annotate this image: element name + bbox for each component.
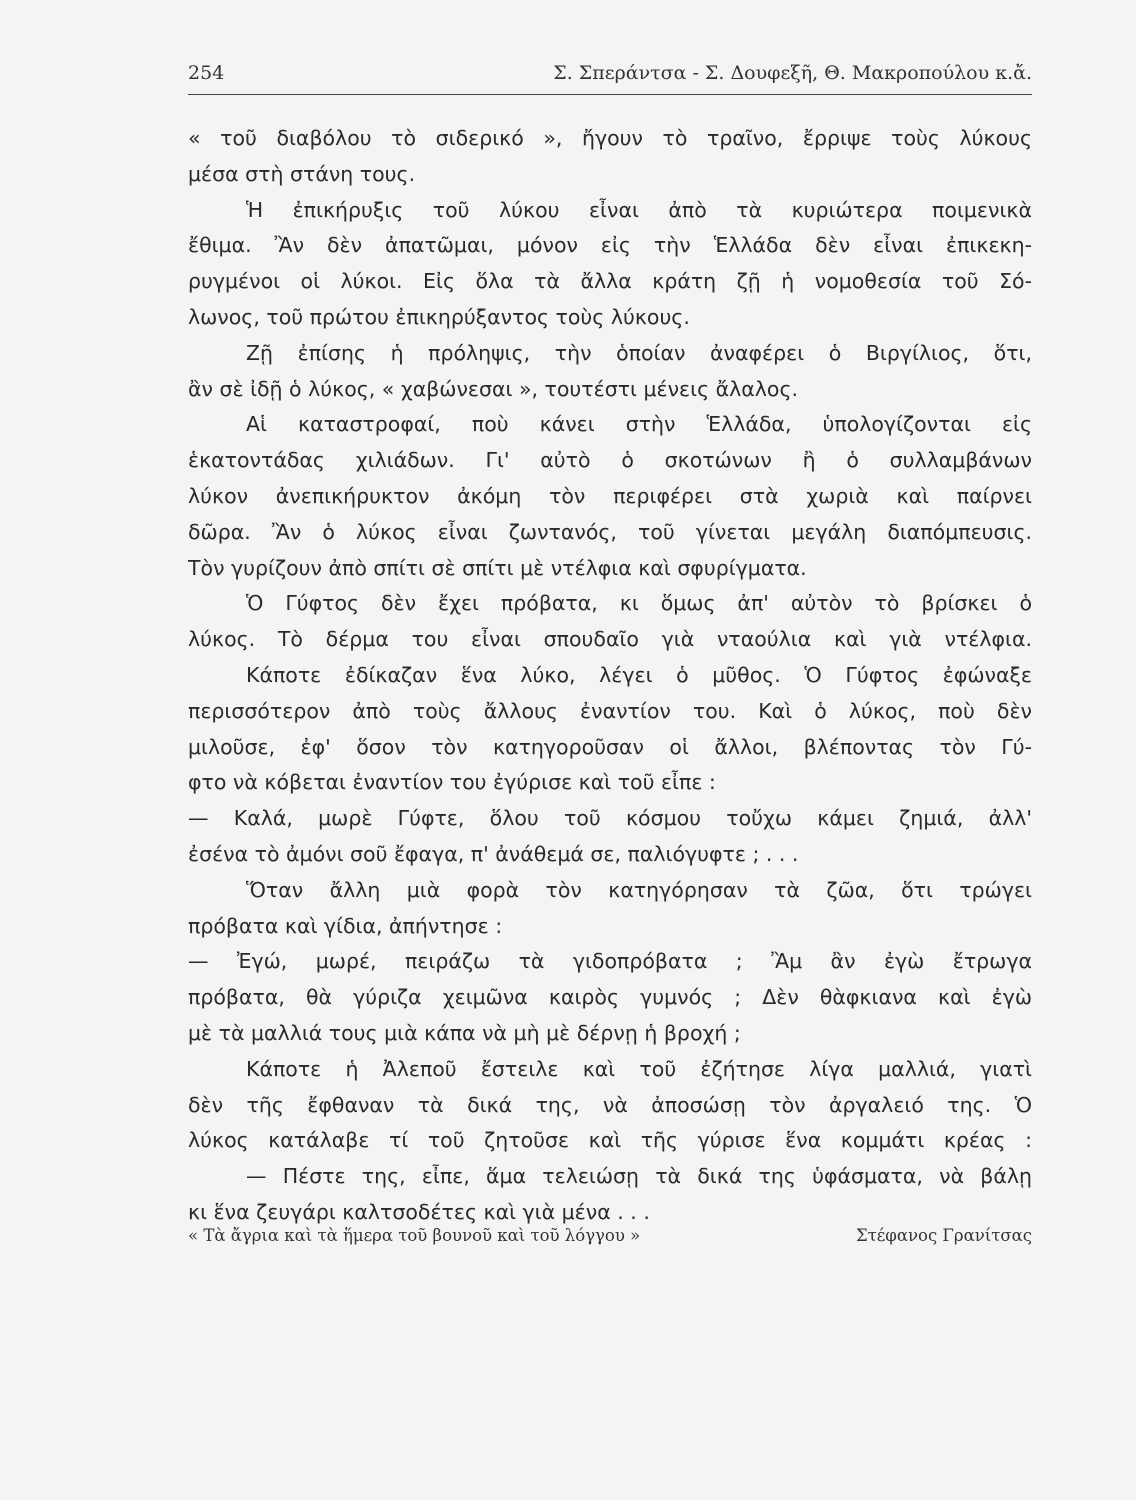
text-line: φτο νὰ κόβεται ἐναντίον του ἐγύρισε καὶ τοῦ εἶπε : xyxy=(188,770,716,795)
text-line: ἔθιμα. Ἂν δὲν ἀπατῶμαι, μόνον εἰς τὴν Ἑλλάδα δὲν εἶναι ἐπικεκη- xyxy=(188,233,1032,258)
text-line: Κάποτε ἡ Ἀλεπoῦ ἔστειλε καὶ τοῦ ἐζήτησε λίγα μαλλιά, γιατὶ xyxy=(246,1056,1032,1081)
running-header xyxy=(188,52,1032,86)
source-caption xyxy=(188,1222,1032,1252)
caption-author: Στέφανος Γρανίτσας xyxy=(855,1226,1032,1245)
text-line: — Καλά, μωρὲ Γύφτε, ὅλου τοῦ κόσμου τοὔχω κάμει ζημιά, ἀλλ' xyxy=(188,806,1032,831)
text-line: Κάποτε ἐδίκαζαν ἕνα λύκο, λέγει ὁ μῦθος. Ὁ Γύφτος ἐφώναξε xyxy=(246,662,1032,687)
text-line: Ὅταν ἄλλη μιὰ φορὰ τὸν κατηγόρησαν τὰ ζῶα, ὅτι τρώγει xyxy=(246,877,1032,902)
text-line: λύκον ἀνεπικήρυκτον ἀκόμη τὸν περιφέρει στὰ χωριὰ καὶ παίρνει xyxy=(188,483,1032,508)
text-line: κι ἕνα ζευγάρι καλτσοδέτες καὶ γιὰ μένα . . . xyxy=(188,1199,650,1224)
text-line: « τοῦ διαβόλου τὸ σιδερικό », ἤγουν τὸ τραῖνο, ἔρριψε τοὺς λύκους xyxy=(188,126,1032,150)
text-line: πρόβατα, θὰ γύριζα χειμῶνα καιρὸς γυμνός ; Δὲν θὰφκιανα καὶ ἐγὼ xyxy=(188,985,1032,1010)
text-line: δῶρα. Ἂν ὁ λύκος εἶναι ζωντανός, τοῦ γίνεται μεγάλη διαπόμπευσις. xyxy=(188,519,1032,544)
text-line: περισσότερον ἀπὸ τοὺς ἄλλους ἐναντίον του. Καὶ ὁ λύκος, ποὺ δὲν xyxy=(188,698,1032,723)
page-number: 254 xyxy=(188,62,225,84)
text-line: λωνος, τοῦ πρώτου ἐπικηρύξαντος τοὺς λύκους. xyxy=(188,304,690,329)
text-line: ἐσένα τὸ ἀμόνι σοῦ ἔφαγα, π' ἀνάθεμά σε, παλιόγυφτε ; . . . xyxy=(188,841,799,866)
text-line: πρόβατα καὶ γίδια, ἀπήντησε : xyxy=(188,913,503,938)
caption-source: « Τὰ ἄγρια καὶ τὰ ἥμερα τοῦ βουνοῦ καὶ τοῦ λόγγου » xyxy=(188,1226,641,1245)
text-line: Ζῇ ἐπίσης ἡ πρόληψις, τὴν ὁποίαν ἀναφέρει ὁ Βιργίλιος, ὅτι, xyxy=(246,340,1032,365)
text-line: Τὸν γυρίζουν ἀπὸ σπίτι σὲ σπίτι μὲ ντέλφια καὶ σφυρίγματα. xyxy=(188,555,807,580)
text-line: δὲν τῆς ἔφθαναν τὰ δικά της, νὰ ἀποσώσῃ τὸν ἀργαλειό της. Ὁ xyxy=(188,1092,1032,1117)
text-line: Ὁ Γύφτος δὲν ἔχει πρόβατα, κι ὅμως ἀπ' αὐτὸν τὸ βρίσκει ὁ xyxy=(246,591,1032,616)
text-line: ἂν σὲ ἰδῇ ὁ λύκος, « χαβώνεσαι », τουτέστι μένεις ἄλαλος. xyxy=(188,376,799,401)
text-line: μιλοῦσε, ἐφ' ὅσον τὸν κατηγοροῦσαν οἱ ἄλλοι, βλέποντας τὸν Γύ- xyxy=(188,734,1032,759)
text-line: ἑκατοντάδας χιλιάδων. Γι' αὐτὸ ὁ σκοτώνων ἢ ὁ συλλαμβάνων xyxy=(188,448,1032,473)
text-line: μὲ τὰ μαλλιά τους μιὰ κάπα νὰ μὴ μὲ δέρνῃ ἡ βροχή ; xyxy=(188,1020,741,1045)
text-line: — Ἐγώ, μωρέ, πειράζω τὰ γιδοπρόβατα ; Ἂμ ἂν ἐγὼ ἔτρωγα xyxy=(188,949,1032,974)
text-line: μέσα στὴ στάνη τους. xyxy=(188,161,416,186)
text-line: λύκος κατάλαβε τί τοῦ ζητοῦσε καὶ τῆς γύρισε ἕνα κομμάτι κρέας : xyxy=(188,1128,1032,1153)
body-text xyxy=(188,121,1032,1231)
header-rule xyxy=(188,94,1032,95)
text-line: λύκος. Τὸ δέρμα του εἶναι σπουδαῖο γιὰ νταούλια καὶ γιὰ ντέλφια. xyxy=(188,627,1032,652)
text-line: — Πέστε της, εἶπε, ἅμα τελειώσῃ τὰ δικά της ὑφάσματα, νὰ βάλῃ xyxy=(246,1164,1032,1189)
text-line: Αἱ καταστροφαί, ποὺ κάνει στὴν Ἑλλάδα, ὑπολογίζονται εἰς xyxy=(246,412,1032,437)
running-title: Σ. Σπεράντσα - Σ. Δουφεξῆ, Θ. Μακροπούλου κ.ἄ. xyxy=(553,62,1032,84)
text-line: ρυγμένοι οἱ λύκοι. Εἰς ὅλα τὰ ἄλλα κράτη ζῇ ἡ νομοθεσία τοῦ Σό- xyxy=(188,269,1032,294)
text-line: Ἡ ἐπικήρυξις τοῦ λύκου εἶναι ἀπὸ τὰ κυριώτερα ποιμενικὰ xyxy=(246,197,1032,222)
